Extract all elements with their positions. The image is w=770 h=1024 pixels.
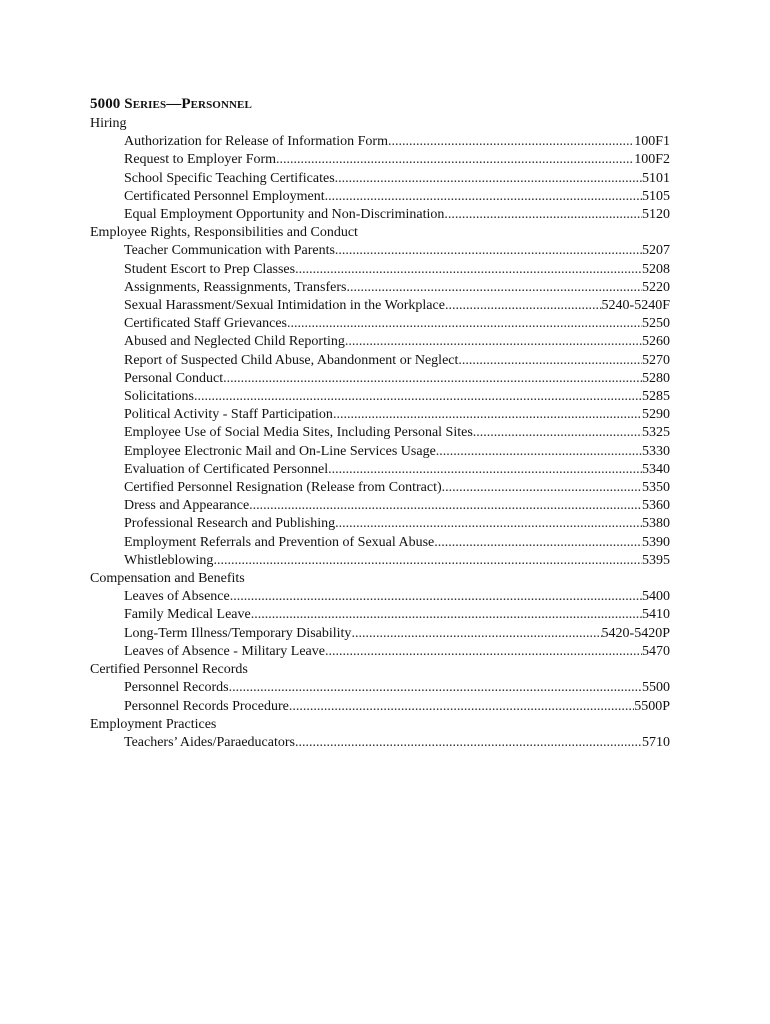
dot-leader — [335, 515, 642, 533]
dot-leader — [473, 424, 642, 442]
entry-title: Teachers’ Aides/Paraeducators — [124, 734, 295, 750]
toc-list — [90, 115, 670, 752]
series-name: Personnel — [181, 96, 252, 112]
entry-title: Family Medical Leave — [124, 607, 251, 623]
entry-code: 5360 — [642, 498, 670, 514]
toc-entry — [90, 515, 670, 533]
entry-title: Equal Employment Opportunity and Non-Discrimination — [124, 207, 445, 223]
section-heading: Hiring — [90, 116, 127, 131]
dot-leader — [442, 479, 642, 497]
entry-code: 5250 — [642, 316, 670, 332]
toc-entry — [90, 279, 670, 297]
entry-title: Report of Suspected Child Abuse, Abandonment or Neglect — [124, 352, 459, 368]
entry-code: 5105 — [642, 188, 670, 204]
entry-title: Personnel Records — [124, 680, 229, 696]
entry-title: School Specific Teaching Certificates — [124, 170, 335, 186]
entry-title: Request to Employer Form — [124, 152, 277, 168]
entry-title: Personal Conduct — [124, 370, 224, 386]
entry-code: 100F2 — [634, 152, 670, 168]
series-number: 5000 — [90, 96, 125, 112]
entry-code: 5260 — [642, 334, 670, 350]
entry-code: 5101 — [642, 170, 670, 186]
toc-entry — [90, 151, 670, 169]
dot-leader — [434, 534, 642, 552]
entry-code: 5380 — [642, 516, 670, 532]
entry-title: Solicitations — [124, 389, 194, 405]
entry-title: Leaves of Absence - Military Leave — [124, 643, 325, 659]
toc-entry — [90, 261, 670, 279]
series-word: Series — [124, 96, 167, 112]
toc-entry — [90, 370, 670, 388]
entry-code: 5220 — [642, 279, 670, 295]
entry-code: 5420-5420P — [601, 625, 670, 641]
dot-leader — [335, 170, 642, 188]
dot-leader — [388, 133, 634, 151]
entry-code: 5410 — [642, 607, 670, 623]
toc-entry — [90, 552, 670, 570]
dot-leader — [287, 315, 642, 333]
toc-entry — [90, 170, 670, 188]
entry-title: Personnel Records Procedure — [124, 698, 289, 714]
dot-leader — [229, 679, 642, 697]
title-dash: — — [166, 96, 182, 112]
section-heading: Certified Personnel Records — [90, 662, 248, 678]
entry-title: Employment Referrals and Prevention of Sexual Abuse — [124, 534, 435, 550]
toc-entry — [90, 497, 670, 515]
entry-title: Leaves of Absence — [124, 589, 230, 605]
dot-leader — [445, 297, 602, 315]
entry-title: Assignments, Reassignments, Transfers. — [124, 279, 350, 295]
entry-code: 5207 — [642, 243, 670, 259]
toc-entry — [90, 734, 670, 752]
entry-code: 5390 — [642, 534, 670, 550]
entry-code: 100F1 — [634, 134, 670, 150]
toc-entry — [90, 479, 670, 497]
toc-entry — [90, 188, 670, 206]
entry-title: Teacher Communication with Parents — [124, 243, 335, 259]
entry-code: 5270 — [642, 352, 670, 368]
toc-entry — [90, 534, 670, 552]
entry-title: Certified Personnel Resignation (Release from Contract) — [124, 480, 442, 496]
entry-code: 5500 — [642, 680, 670, 696]
entry-title: Certificated Staff Grievances — [124, 316, 288, 332]
entry-title: Student Escort to Prep Classes — [124, 261, 296, 277]
entry-code: 5400 — [642, 589, 670, 605]
entry-code: 5280 — [642, 370, 670, 386]
entry-title: Employee Use of Social Media Sites, Including Personal Sites — [124, 425, 473, 441]
dot-leader — [194, 388, 642, 406]
entry-code: 5290 — [642, 407, 670, 423]
dot-leader — [444, 206, 642, 224]
dot-leader — [458, 352, 642, 370]
toc-entry — [90, 698, 670, 716]
dot-leader — [328, 461, 642, 479]
dot-leader — [251, 606, 642, 624]
dot-leader — [325, 643, 642, 661]
entry-code: 5208 — [642, 261, 670, 277]
dot-leader — [436, 443, 642, 461]
entry-code: 5350 — [642, 480, 670, 496]
entry-code: 5120 — [642, 207, 670, 223]
dot-leader — [249, 497, 642, 515]
dot-leader — [230, 588, 642, 606]
entry-title: Authorization for Release of Information Form — [124, 134, 388, 150]
toc-entry — [90, 443, 670, 461]
entry-title: Abused and Neglected Child Reporting — [124, 334, 345, 350]
entry-code: 5340 — [642, 461, 670, 477]
table-of-contents — [90, 95, 670, 752]
toc-entry — [90, 315, 670, 333]
entry-title: Whistleblowing — [124, 552, 214, 568]
section-heading: Compensation and Benefits — [90, 571, 245, 587]
entry-title: Sexual Harassment/Sexual Intimidation in the Workplace — [124, 298, 445, 314]
dot-leader — [333, 406, 642, 424]
entry-code: 5395 — [642, 552, 670, 568]
toc-entry — [90, 242, 670, 260]
dot-leader — [335, 242, 642, 260]
section-heading: Employee Rights, Responsibilities and Conduct — [90, 225, 358, 241]
entry-title: Employee Electronic Mail and On-Line Services Usage — [124, 443, 436, 459]
page-title — [90, 95, 670, 113]
entry-code: 5240-5240F — [601, 298, 670, 314]
toc-entry — [90, 588, 670, 606]
toc-entry — [90, 625, 670, 643]
entry-code: 5500P — [634, 698, 670, 714]
dot-leader — [325, 188, 642, 206]
entry-code: 5710 — [642, 734, 670, 750]
dot-leader — [295, 261, 642, 279]
entry-title: Certificated Personnel Employment — [124, 188, 325, 204]
toc-entry — [90, 461, 670, 479]
section-heading: Employment Practices — [90, 716, 217, 732]
toc-entry — [90, 424, 670, 442]
dot-leader — [295, 734, 642, 752]
entry-title: Political Activity - Staff Participation — [124, 407, 333, 423]
entry-code: 5330 — [642, 443, 670, 459]
dot-leader — [213, 552, 642, 570]
toc-entry — [90, 406, 670, 424]
entry-code: 5285 — [642, 389, 670, 405]
toc-entry — [90, 388, 670, 406]
entry-title: Dress and Appearance — [124, 498, 250, 514]
dot-leader — [345, 333, 642, 351]
dot-leader — [351, 625, 601, 643]
entry-code: 5470 — [642, 643, 670, 659]
entry-code: 5325 — [642, 425, 670, 441]
dot-leader — [350, 279, 642, 297]
toc-entry — [90, 333, 670, 351]
dot-leader — [289, 698, 634, 716]
dot-leader — [223, 370, 642, 388]
toc-entry — [90, 206, 670, 224]
entry-title: Long-Term Illness/Temporary Disability — [124, 625, 352, 641]
toc-entry — [90, 297, 670, 315]
toc-entry — [90, 643, 670, 661]
toc-entry — [90, 606, 670, 624]
toc-entry — [90, 679, 670, 697]
toc-entry — [90, 352, 670, 370]
entry-title: Evaluation of Certificated Personnel — [124, 461, 329, 477]
entry-title: Professional Research and Publishing — [124, 516, 336, 532]
toc-entry — [90, 133, 670, 151]
dot-leader — [276, 151, 634, 169]
